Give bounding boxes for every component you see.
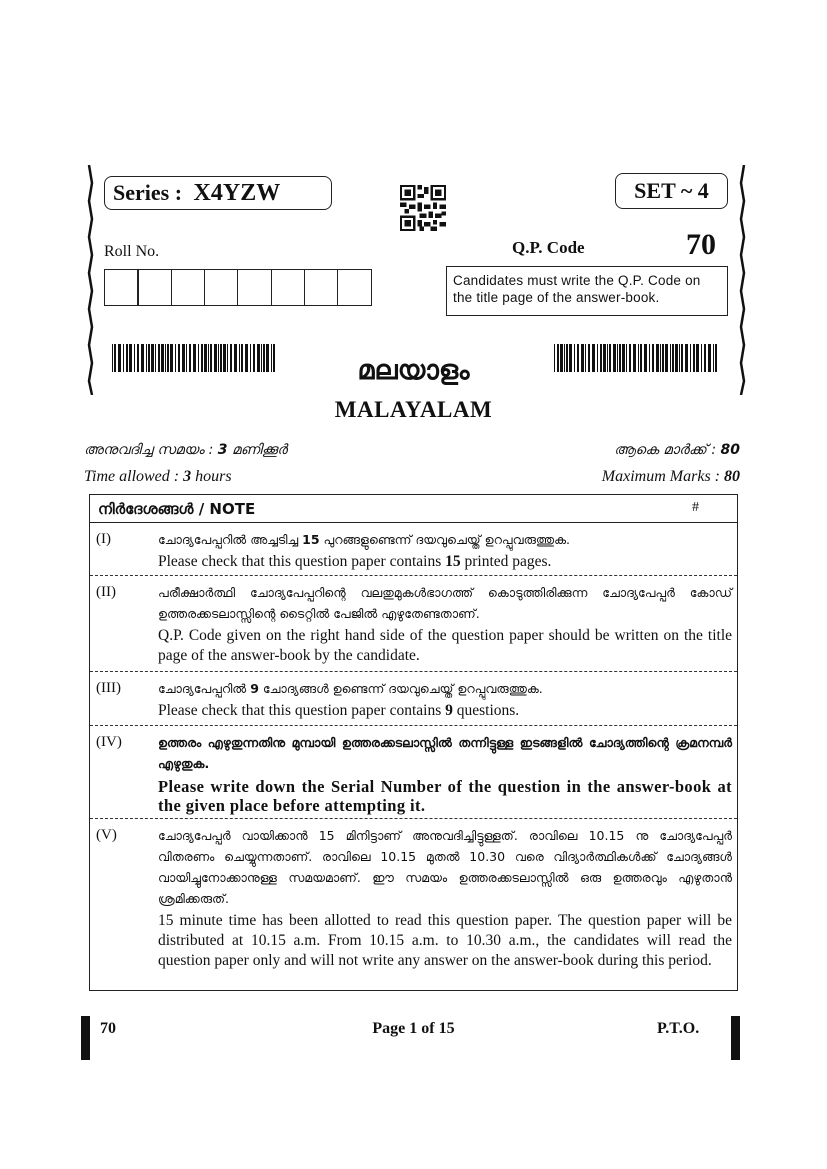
instruction-number: (V) <box>96 827 117 843</box>
hash-mark: # <box>692 500 699 515</box>
roll-number-digit-box[interactable] <box>271 269 306 306</box>
instruction-text-en: 15 minute time has been allotted to read this question paper. The question paper will be distributed at 10.15 a.m. From 10.15 a.m. to 10.30 a.m., the candidates will read the question paper only and will not write any answer on the answer-book during this period. <box>158 912 732 969</box>
time-ml-unit: മണിക്കൂർ <box>232 442 288 458</box>
roll-number-digit-box[interactable] <box>171 269 206 306</box>
text-part: Please check that this question paper contains <box>158 553 446 570</box>
set-box: SET ~ 4 <box>615 173 728 209</box>
time-en-label: Time allowed : <box>84 468 180 485</box>
text-part: Please check that this question paper contains <box>158 702 446 719</box>
time-en-unit: hours <box>195 468 232 485</box>
instructions-box <box>89 494 738 991</box>
time-ml-value: 3 <box>217 442 228 458</box>
instruction-text-en: Please write down the Serial Number of the question in the answer-book at the given place before attempting it. <box>158 777 732 815</box>
text-bold: 15 <box>302 532 320 547</box>
instruction-item <box>90 672 737 726</box>
instruction-text-ml <box>158 529 732 550</box>
instruction-text-ml: ചോദ്യപേപ്പർ വായിക്കാൻ 15 മിനിട്ടാണ് അനുവദിച്ചിട്ടുള്ളത്. രാവിലെ 10.15 നു ചോദ്യപേപ്പർ വിതരണം ചെയ്യുന്നതാണ്. രാവിലെ 10.15 മുതൽ 10.30 വരെ വിദ്യാർത്ഥികൾക്ക് ചോദ്യങ്ങൾ വായിച്ചുനോക്കാനുള്ള സമയമാണ്. ഈ സമയം ഉത്തരക്കടലാസ്സിൽ ഒരു ഉത്തരവും എഴുതാൻ ശ്രമിക്കരുത്. <box>158 828 732 906</box>
instruction-number: (IV) <box>96 734 122 750</box>
text-bold: 9 <box>250 681 259 696</box>
instruction-number: (II) <box>96 584 116 600</box>
text-part: printed pages. <box>460 553 552 570</box>
please-turn-over: P.T.O. <box>657 1020 700 1037</box>
roll-number-digit-box[interactable] <box>337 269 372 306</box>
instruction-text-ml: ഉത്തരം എഴുതുന്നതിനു മുമ്പായി ഉത്തരക്കടലാസ്സിൽ തന്നിട്ടുള്ള ഇടങ്ങളിൽ ചോദ്യത്തിന്റെ ക്രമനമ്പർ എഴുതുക. <box>158 735 732 771</box>
marks-ml-label: ആകെ മാർക്ക് : <box>614 442 717 458</box>
instruction-item <box>90 819 737 989</box>
time-ml-label: അനുവദിച്ച സമയം : <box>84 442 214 458</box>
subject-title-malayalam: മലയാളം <box>357 355 470 386</box>
instruction-item <box>90 523 737 576</box>
instruction-text-en <box>158 552 732 572</box>
instruction-text-ml <box>158 678 732 699</box>
instructions-title: നിർദേശങ്ങൾ / NOTE <box>98 500 256 518</box>
roll-number-digit-box[interactable] <box>104 269 139 306</box>
marks-en-value: 80 <box>724 468 740 485</box>
instructions-header <box>90 495 737 523</box>
roll-number-digit-box[interactable] <box>204 269 239 306</box>
subject-title-english: MALAYALAM <box>334 397 493 422</box>
text-part: ചോദ്യപേപ്പറിൽ അച്ചടിച്ച <box>158 532 303 547</box>
series-label: Series : <box>113 180 183 205</box>
instruction-text-en: Q.P. Code given on the right hand side of the question paper should be written on the title page of the answer-book by the candidate. <box>158 627 732 664</box>
roll-number-digit-box[interactable] <box>237 269 272 306</box>
text-part: ചോദ്യപേപ്പറിൽ <box>158 681 251 696</box>
roll-number-boxes[interactable] <box>104 269 371 306</box>
text-bold: 15 <box>445 553 461 570</box>
qp-code-label: Q.P. Code <box>512 238 585 257</box>
marks-en-label: Maximum Marks : <box>601 468 720 485</box>
text-part: പുറങ്ങളുണ്ടെന്ന് ദയവുചെയ്ത് ഉറപ്പുവരുത്തുക. <box>319 532 571 547</box>
instruction-item <box>90 576 737 672</box>
text-bold: 9 <box>445 702 453 719</box>
text-part: questions. <box>452 702 520 719</box>
instruction-text-ml: പരീക്ഷാർത്ഥി ചോദ്യപേപ്പറിന്റെ വലതുമുകൾഭാഗത്ത് കൊടുത്തിരിക്കുന്ന ചോദ്യപേപ്പർ കോഡ് ഉത്തരക്കടലാസ്സിന്റെ ടൈറ്റിൽ പേജിൽ എഴുതേണ്ടതാണ്. <box>158 585 732 621</box>
time-allowed-english <box>84 468 232 486</box>
series-box <box>104 176 332 210</box>
time-en-value: 3 <box>183 468 192 485</box>
instruction-number: (III) <box>96 680 121 696</box>
instruction-number: (I) <box>96 531 111 547</box>
roll-number-label: Roll No. <box>104 243 160 260</box>
footer-qp-code: 70 <box>100 1020 116 1037</box>
max-marks-malayalam <box>614 442 740 458</box>
series-code: X4YZW <box>193 180 281 206</box>
time-allowed-malayalam <box>84 442 287 458</box>
roll-number-digit-box[interactable] <box>304 269 339 306</box>
instruction-item <box>90 726 737 819</box>
max-marks-english <box>602 468 740 486</box>
qp-code-value: 70 <box>686 228 716 261</box>
qr-code-icon <box>400 185 446 231</box>
instruction-text-en <box>158 701 732 721</box>
text-part: ചോദ്യങ്ങൾ ഉണ്ടെന്ന് ദയവുചെയ്ത് ഉറപ്പുവരുത്തുക. <box>258 681 543 696</box>
page-number: Page 1 of 15 <box>372 1020 455 1037</box>
qp-code-instruction: Candidates must write the Q.P. Code on the title page of the answer-book. <box>446 266 728 316</box>
marks-ml-value: 80 <box>720 442 740 458</box>
roll-number-digit-box[interactable] <box>137 269 172 306</box>
